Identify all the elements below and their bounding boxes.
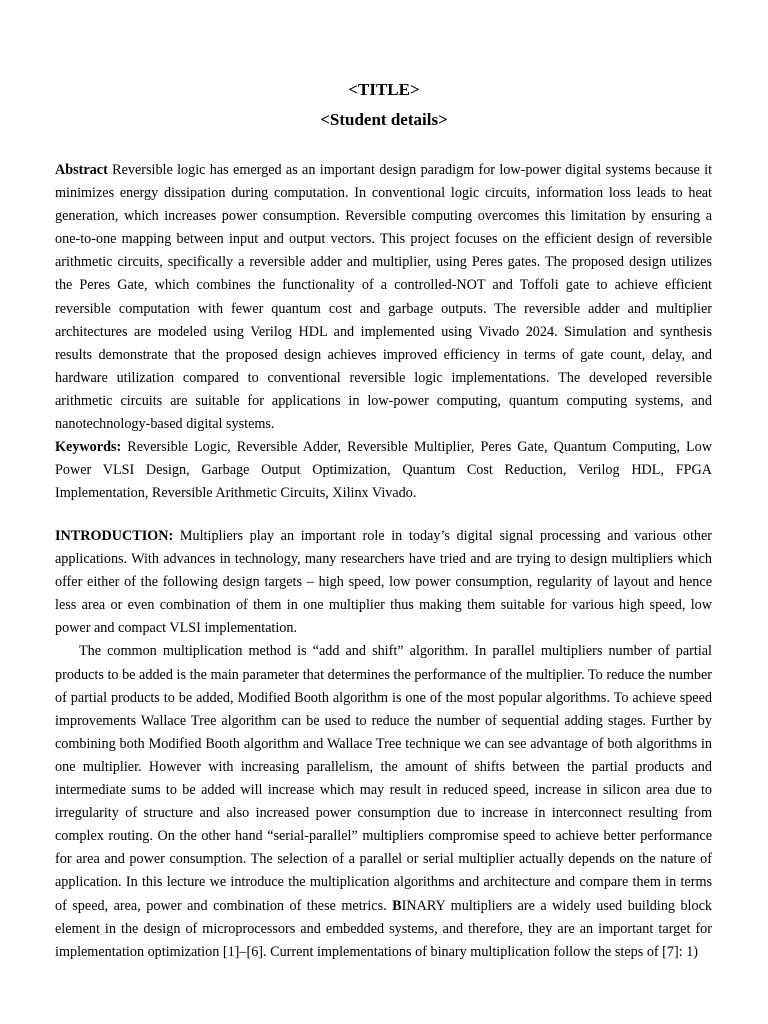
abstract-paragraph bbox=[55, 159, 712, 436]
paper-title: <TITLE> bbox=[348, 80, 420, 99]
intro-paragraph-2 bbox=[55, 640, 712, 963]
intro-text-2: The common multiplication method is “add and shift” algorithm. In parallel multipliers number of partial products to be added is the main parameter that determines the performance of the multiplier. To reduce the number of partial products to be added, Modified Booth algorithm is one of the most popular algorithms. To achieve speed improvements Wallace Tree algorithm can be used to reduce the number of sequential adding stages. Further by combining both Modified Booth algorithm and Wallace Tree technique we can see advantage of both algorithms in one multiplier. However with increasing parallelism, the amount of shifts between the partial products and intermediate sums to be added will increase which may result in reduced speed, increase in silicon area due to irregularity of structure and also increased power consumption due to increase in interconnect resulting from complex routing. On the other hand “serial-parallel” multipliers compromise speed to achieve better performance for area and power consumption. The selection of a parallel or serial multiplier actually depends on the nature of application. In this lecture we introduce the multiplication algorithms and architecture and compare them in terms of speed, area, power and combination of these metrics. bbox=[55, 643, 712, 914]
dropcap-letter: B bbox=[392, 897, 402, 914]
keywords-text: Reversible Logic, Reversible Adder, Reversible Multiplier, Peres Gate, Quantum Computing, Low Power VLSI Design, Garbage Output Optimization, Quantum Cost Reduction, Verilog HDL, FPGA Implementation, Reversible Arithmetic Circuits, Xilinx Vivado. bbox=[55, 439, 713, 502]
intro-paragraph-1 bbox=[55, 525, 712, 640]
intro-text-1: Multipliers play an important role in today’s digital signal processing and various other applications. With advances in technology, many researchers have tried and are trying to design multipliers which offer either of the following design targets – high speed, low power consumption, regularity of layout and hence less area or even combination of them in one multiplier thus making them suitable for various high speed, low power and compact VLSI implementation. bbox=[55, 528, 712, 637]
intro-text-2-tail: INARY multipliers are a widely used building block element in the design of microprocessors and embedded systems, and therefore, they are an important target for implementation optimization [1]–[6]. Current implementations of binary multiplication follow the steps of [7]: 1) bbox=[55, 897, 712, 960]
keywords-label: Keywords: bbox=[55, 439, 122, 456]
keywords-paragraph bbox=[55, 436, 712, 505]
introduction-label: INTRODUCTION: bbox=[55, 528, 174, 544]
abstract-section bbox=[55, 159, 712, 505]
abstract-text: Reversible logic has emerged as an important design paradigm for low-power digital systems because it minimizes energy dissipation during computation. In conventional logic circuits, information loss leads to heat generation, which increases power consumption. Reversible computing overcomes this limitation by ensuring a one-to-one mapping between input and output vectors. This project focuses on the efficient design of reversible arithmetic circuits, specifically a reversible adder and multiplier, using Peres gates. The proposed design utilizes the Peres Gate, which combines the functionality of a controlled-NOT and Toffoli gate to achieve efficient reversible computation with fewer quantum cost and garbage outputs. The reversible adder and multiplier architectures are modeled using Verilog HDL and implemented using Vivado 2024. Simulation and synthesis results demonstrate that the proposed design achieves improved efficiency in terms of gate count, delay, and hardware utilization compared to conventional reversible logic implementations. The developed reversible arithmetic circuits are suitable for applications in low-power computing, quantum computing systems, and nanotechnology-based digital systems. bbox=[55, 162, 713, 433]
abstract-label: Abstract bbox=[55, 162, 108, 178]
introduction-section bbox=[55, 525, 712, 964]
student-details: <Student details> bbox=[320, 110, 448, 129]
